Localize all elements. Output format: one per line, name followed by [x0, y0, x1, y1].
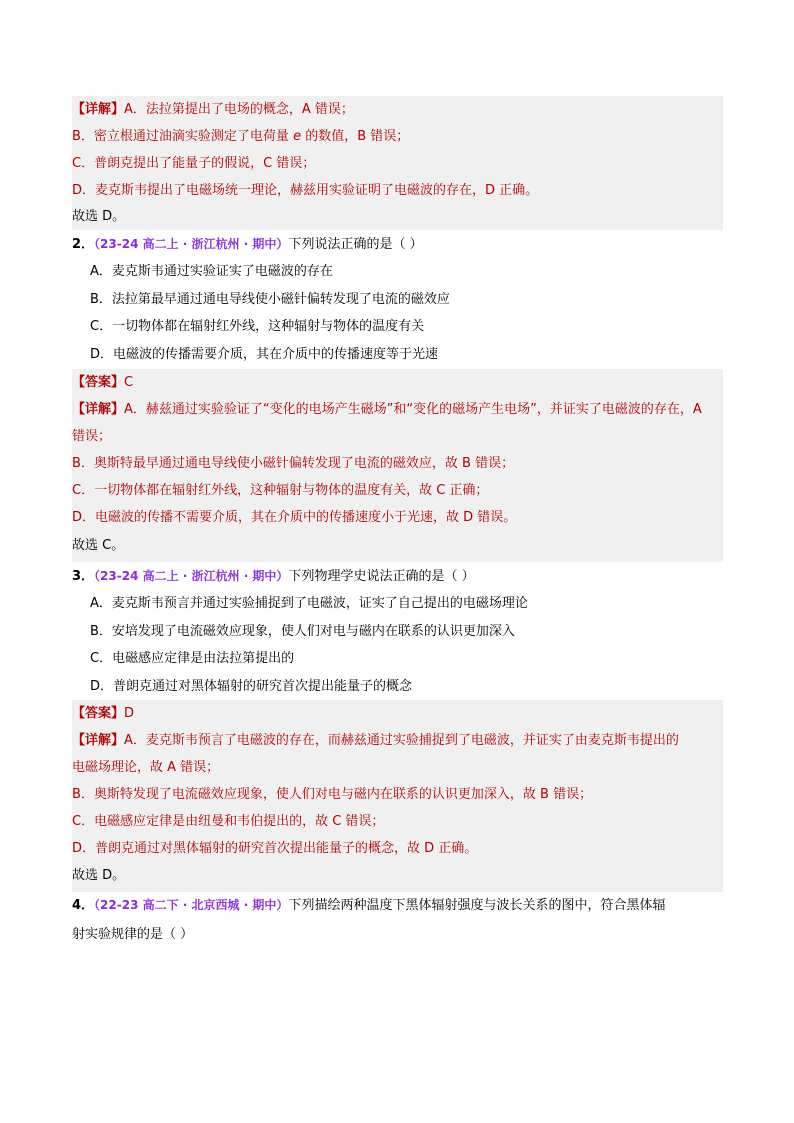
- question-2-stem: [72, 231, 423, 258]
- question-number: 4．: [72, 898, 95, 913]
- detail-line: B．密立根通过油滴实验测定了电荷量 e 的数值，B 错误；: [72, 129, 410, 144]
- charge-symbol: e: [293, 129, 302, 144]
- question-source: （23-24 高二上 · 浙江杭州 · 期中）: [94, 237, 289, 251]
- question-4-stem-cont: 射实验规律的是（ ）: [72, 927, 194, 942]
- detail-line: D．普朗克通过对黑体辐射的研究首次提出能量子的概念，故 D 正确。: [72, 841, 478, 856]
- answer-bracket: 【答案】: [72, 706, 125, 721]
- detail-line: C．普朗克提出了能量子的假说，C 错误；: [72, 156, 316, 171]
- option-c: C．一切物体都在辐射红外线，这种辐射与物体的温度有关: [90, 319, 425, 334]
- detail-bracket: 【详解】: [72, 733, 125, 748]
- answer-line: [72, 700, 134, 727]
- detail-line: 电磁场理论，故 A 错误；: [72, 760, 220, 775]
- detail-line: B．奥斯特最早通过通电导线使小磁针偏转发现了电流的磁效应，故 B 错误；: [72, 456, 515, 471]
- answer-block-q3: [72, 700, 723, 892]
- question-source: （23-24 高二上 · 浙江杭州 · 期中）: [94, 569, 289, 583]
- detail-line: D．电磁波的传播不需要介质，其在介质中的传播速度小于光速，故 D 错误。: [72, 510, 517, 525]
- answer-block-q2: [72, 369, 723, 562]
- detail-bracket: 【详解】: [72, 102, 125, 117]
- question-number: 3．: [72, 569, 95, 584]
- detail-line: C．一切物体都在辐射红外线，这种辐射与物体的温度有关，故 C 正确；: [72, 483, 489, 498]
- conclusion-line: 故选 D。: [72, 868, 126, 883]
- question-text: 下列说法正确的是（ ）: [288, 237, 423, 252]
- detail-block-q1: [72, 96, 723, 230]
- option-d: D．电磁波的传播需要介质，其在介质中的传播速度等于光速: [90, 347, 439, 362]
- answer-value: C: [124, 375, 134, 390]
- conclusion-line: 故选 D。: [72, 209, 126, 224]
- question-text: 下列描绘两种温度下黑体辐射强度与波长关系的图中，符合黑体辐: [288, 898, 666, 913]
- detail-line: C．电磁感应定律是由纽曼和韦伯提出的，故 C 错误；: [72, 814, 385, 829]
- detail-line: 【详解】A．麦克斯韦预言了电磁波的存在，而赫兹通过实验捕捉到了电磁波，并证实了由麦克斯韦提出的: [72, 733, 679, 748]
- detail-line: 【详解】A．赫兹通过实验验证了“变化的电场产生磁场”和“变化的磁场产生电场”，并证实了电磁波的存在，A: [72, 402, 702, 417]
- conclusion-line: 故选 C。: [72, 538, 125, 553]
- question-number: 2．: [72, 237, 95, 252]
- option-b: B．法拉第最早通过通电导线使小磁针偏转发现了电流的磁效应: [90, 292, 450, 307]
- detail-line: D．麦克斯韦提出了电磁场统一理论，赫兹用实验证明了电磁波的存在，D 正确。: [72, 183, 539, 198]
- question-4-stem: [72, 892, 665, 919]
- detail-line: B．奥斯特发现了电流磁效应现象，使人们对电与磁内在联系的认识更加深入，故 B 错误；: [72, 787, 593, 802]
- option-a: A．麦克斯韦通过实验证实了电磁波的存在: [90, 264, 333, 279]
- answer-bracket: 【答案】: [72, 375, 125, 390]
- detail-line: 【详解】A．法拉第提出了电场的概念，A 错误；: [72, 102, 354, 117]
- option-c: C．电磁感应定律是由法拉第提出的: [90, 651, 295, 666]
- question-3-stem: [72, 563, 475, 590]
- answer-value: D: [124, 706, 135, 721]
- option-a: A．麦克斯韦预言并通过实验捕捉到了电磁波，证实了自己提出的电磁场理论: [90, 596, 528, 611]
- detail-line: 错误；: [72, 429, 112, 444]
- question-text: 下列物理学史说法正确的是（ ）: [288, 569, 475, 584]
- answer-line: [72, 369, 133, 396]
- option-d: D．普朗克通过对黑体辐射的研究首次提出能量子的概念: [90, 679, 413, 694]
- detail-bracket: 【详解】: [72, 402, 125, 417]
- question-source: （22-23 高二下 · 北京西城 · 期中）: [94, 898, 289, 912]
- option-b: B．安培发现了电流磁效应现象，使人们对电与磁内在联系的认识更加深入: [90, 624, 515, 639]
